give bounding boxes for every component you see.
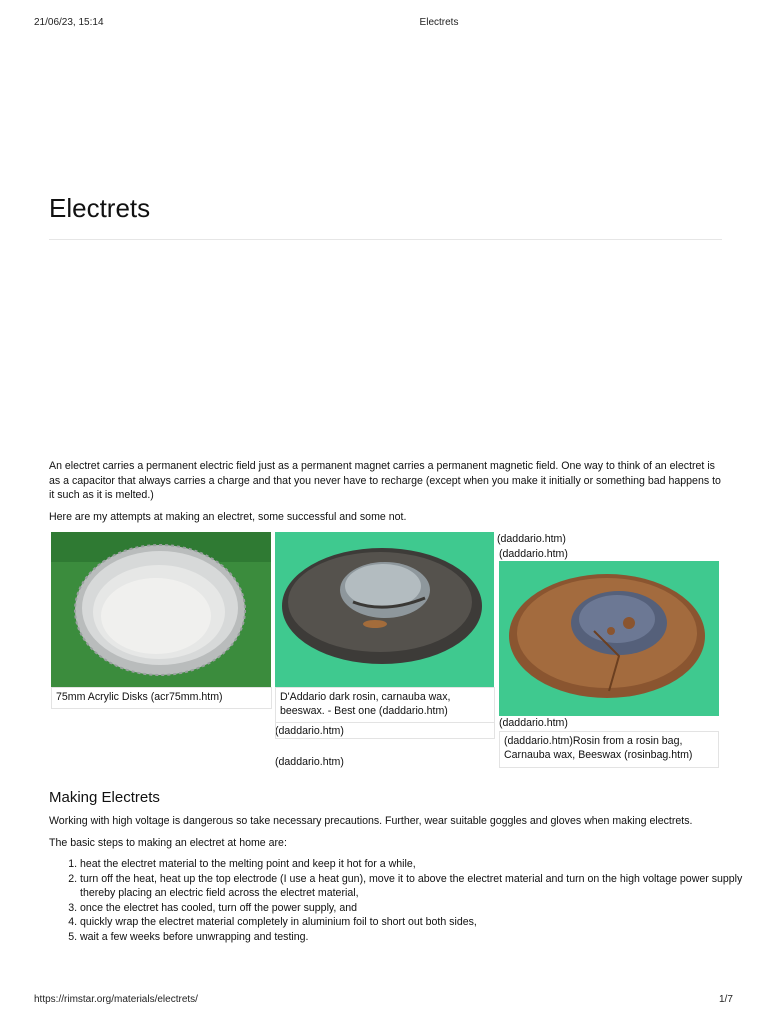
gallery-caption-acrylic[interactable] <box>51 687 272 709</box>
daddario-link[interactable]: (daddario.htm) <box>497 533 566 545</box>
gallery-image-amber-rosin[interactable] <box>499 561 719 716</box>
gallery-image-dark-rosin[interactable] <box>275 532 494 687</box>
steps-intro: The basic steps to making an electret at home are: <box>49 837 287 849</box>
title-divider <box>49 239 722 240</box>
page-title: Electrets <box>49 193 151 223</box>
step-item: 4. quickly wrap the electret material completely in aluminium foil to short out both sides, <box>80 915 760 930</box>
aluminium-pan-image <box>51 532 271 687</box>
step-item: 3. once the electret has cooled, turn off the power supply, and <box>80 901 760 916</box>
caption-box-outline <box>275 722 495 739</box>
steps-list <box>49 857 760 944</box>
daddario-link[interactable]: (daddario.htm) <box>275 756 344 768</box>
gallery-caption-dark-rosin[interactable] <box>275 687 495 723</box>
intro-paragraph: An electret carries a permanent electric field just as a permanent magnet carries a permanent magnetic field. One way to think of an electret is as a capacitor that always carries a charge and that you never have to recharge (except when you make it initially or something bad happens to it such as it is melted.) <box>49 460 721 501</box>
amber-rosin-disk-image <box>499 561 719 716</box>
dark-rosin-disk-image <box>275 532 494 687</box>
daddario-link[interactable]: (daddario.htm) <box>499 548 568 560</box>
section-heading: Making Electrets <box>49 789 160 806</box>
daddario-link[interactable]: (daddario.htm) <box>499 717 568 729</box>
step-item: 5. wait a few weeks before unwrapping and testing. <box>80 930 760 945</box>
step-item: 2. turn off the heat, heat up the top electrode (I use a heat gun), move it to above the electret material and turn on the high voltage power supply thereby placing an electric field across the electret material, <box>80 872 760 901</box>
page-number: 1/7 <box>719 994 733 1005</box>
caption-text: D'Addario dark rosin, carnauba wax, beeswax. - Best one (daddario.htm) <box>280 691 451 717</box>
gallery-image-acrylic[interactable] <box>51 532 271 687</box>
print-url: https://rimstar.org/materials/electrets/ <box>34 994 198 1005</box>
attempts-intro: Here are my attempts at making an electret, some successful and some not. <box>49 511 407 523</box>
print-datetime: 21/06/23, 15:14 <box>34 17 104 28</box>
caption-text: 75mm Acrylic Disks (acr75mm.htm) <box>56 691 223 703</box>
daddario-link[interactable]: (daddario.htm) <box>275 725 344 737</box>
gallery-caption-amber-rosin[interactable] <box>499 731 719 768</box>
step-item: 1. heat the electret material to the melting point and keep it hot for a while, <box>80 857 760 872</box>
print-doc-title: Electrets <box>419 17 459 28</box>
safety-warning: Working with high voltage is dangerous so take necessary precautions. Further, wear suitable goggles and gloves when making electrets. <box>49 815 693 827</box>
caption-text: (daddario.htm)Rosin from a rosin bag, Carnauba wax, Beeswax (rosinbag.htm) <box>504 735 693 761</box>
